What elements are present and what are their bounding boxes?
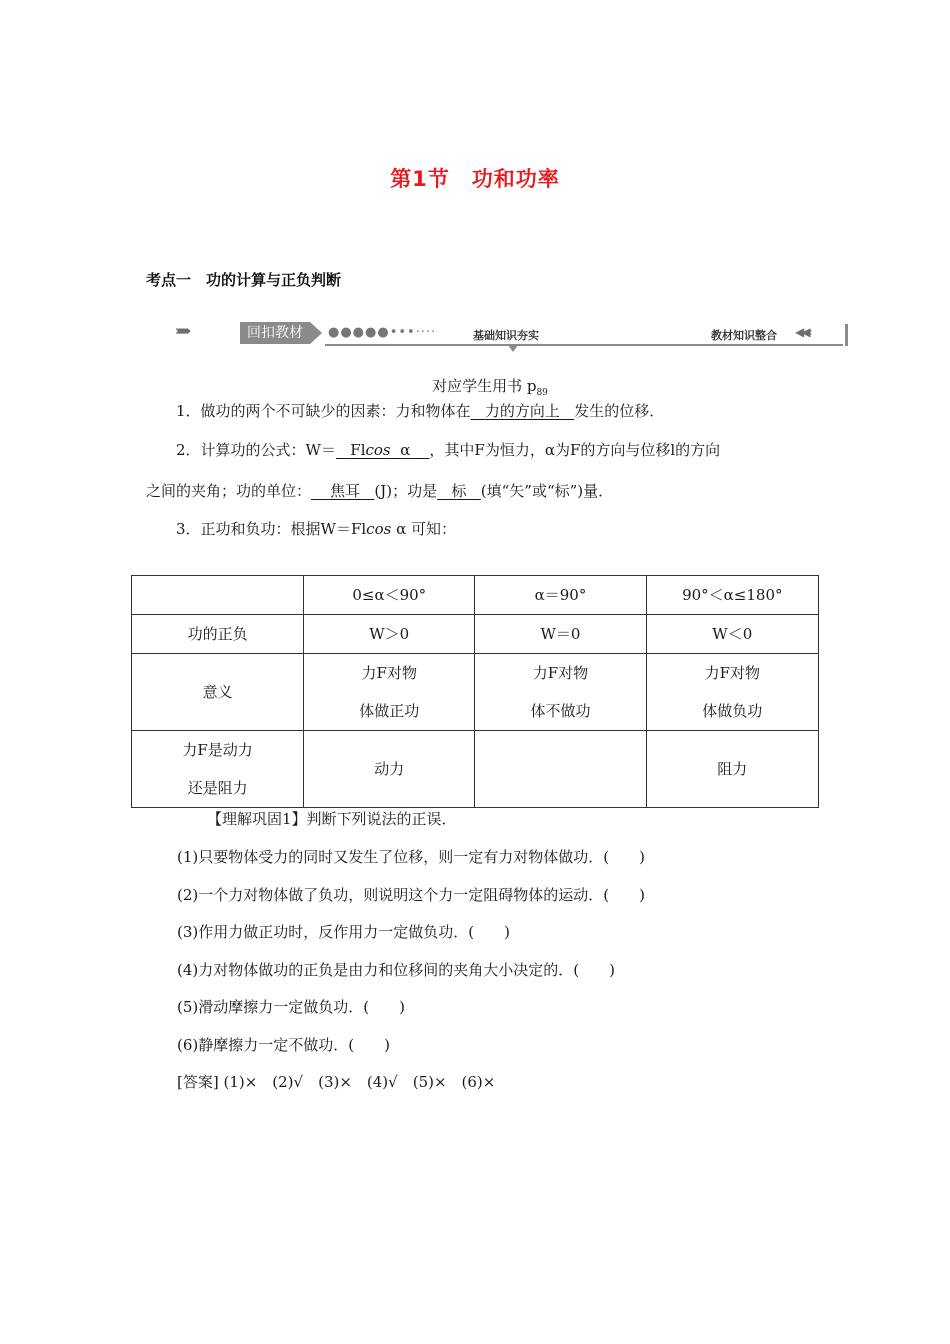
item2-formula-blank: Flcos α [350, 441, 411, 459]
table-cell: 0≤α＜90° [304, 576, 475, 615]
table-cell [475, 731, 646, 808]
table-cell [132, 576, 304, 615]
banner-right-label: 教材知识整合 [711, 329, 777, 342]
answer: [答案] (1)× (2)√ (3)× (4)√ (5)× (6)× [177, 1073, 496, 1091]
table-cell: 动力 [304, 731, 475, 808]
list-item: (4)力对物体做功的正负是由力和位移间的夹角大小决定的．( ) [177, 961, 615, 979]
textbook-reference [0, 375, 950, 398]
table-cell: 力F对物 体做正功 [304, 654, 475, 731]
item2-unit-post: (J)；功是 [374, 482, 438, 500]
item1-post: 发生的位移． [574, 402, 665, 420]
dots-icon: ●●●●●•••···· [328, 325, 437, 340]
section-banner [175, 320, 850, 350]
work-sign-table [131, 575, 819, 808]
item2-line2-text: 之间的夹角；功的单位： [146, 482, 312, 500]
section-heading: 考点一 功的计算与正负判断 [146, 271, 342, 289]
banner-box-label: 回扣教材 [240, 322, 310, 344]
banner-arrow-icon [310, 322, 322, 344]
item-2-line-2 [146, 480, 613, 501]
page-title: 第1节 功和功率 [390, 167, 560, 191]
banner-middle-label: 基础知识夯实 [473, 329, 539, 342]
list-item: (2)一个力对物体做了负功，则说明这个力一定阻碍物体的运动．( ) [177, 886, 645, 904]
item1-blank: 力的方向上 [484, 402, 560, 420]
table-cell: α＝90° [475, 576, 646, 615]
item-1 [176, 400, 664, 421]
table-cell: 90°＜α≤180° [646, 576, 818, 615]
item3-cos: cos [366, 520, 392, 538]
item2-kind-blank: 标 [451, 482, 467, 500]
banner-end-bar [845, 324, 848, 346]
table-cell: W＝0 [475, 615, 646, 654]
table-cell: 力F对物 体做负功 [646, 654, 818, 731]
item3-post: α 可知： [396, 520, 456, 538]
exercise-heading: 【理解巩固1】判断下列说法的正误． [207, 810, 457, 828]
item1-text: 1．做功的两个不可缺少的因素：力和物体在 [176, 402, 471, 420]
table-cell: 力F是动力 还是阻力 [132, 731, 304, 808]
table-cell: 功的正负 [132, 615, 304, 654]
reference-text: 对应学生用书 p [432, 377, 537, 395]
list-item: (3)作用力做正功时，反作用力一定做负功．( ) [177, 923, 510, 941]
list-item: (1)只要物体受力的同时又发生了位移，则一定有力对物体做功．( ) [177, 848, 645, 866]
banner-rule [325, 344, 843, 346]
item2-mid: ，其中F为恒力，α为F的方向与位移l的方向 [429, 441, 721, 459]
table-cell: W＜0 [646, 615, 818, 654]
list-item: (6)静摩擦力一定不做功．( ) [177, 1036, 390, 1054]
item2-unit-blank: 焦耳 [330, 482, 361, 500]
reference-page: 89 [536, 388, 548, 398]
item2-kind-post: (填“矢”或“标”)量． [480, 482, 614, 500]
list-item: (5)滑动摩擦力一定做负功．( ) [177, 998, 405, 1016]
item2-text: 2．计算功的公式：W＝ [176, 441, 336, 459]
down-triangle-icon [508, 345, 518, 352]
table-cell: 阻力 [646, 731, 818, 808]
table-row [132, 731, 819, 808]
chevrons-icon: ››››››››› [175, 324, 188, 339]
item-3 [176, 518, 456, 539]
table-row [132, 654, 819, 731]
table-row [132, 615, 819, 654]
table-cell: 意义 [132, 654, 304, 731]
table-cell: W＞0 [304, 615, 475, 654]
left-arrows-icon: ◀◀‹ [795, 325, 810, 339]
table-cell: 力F对物 体不做功 [475, 654, 646, 731]
item3-text: 3．正功和负功：根据W＝Fl [176, 520, 367, 538]
item-2 [176, 439, 720, 460]
table-row [132, 576, 819, 615]
